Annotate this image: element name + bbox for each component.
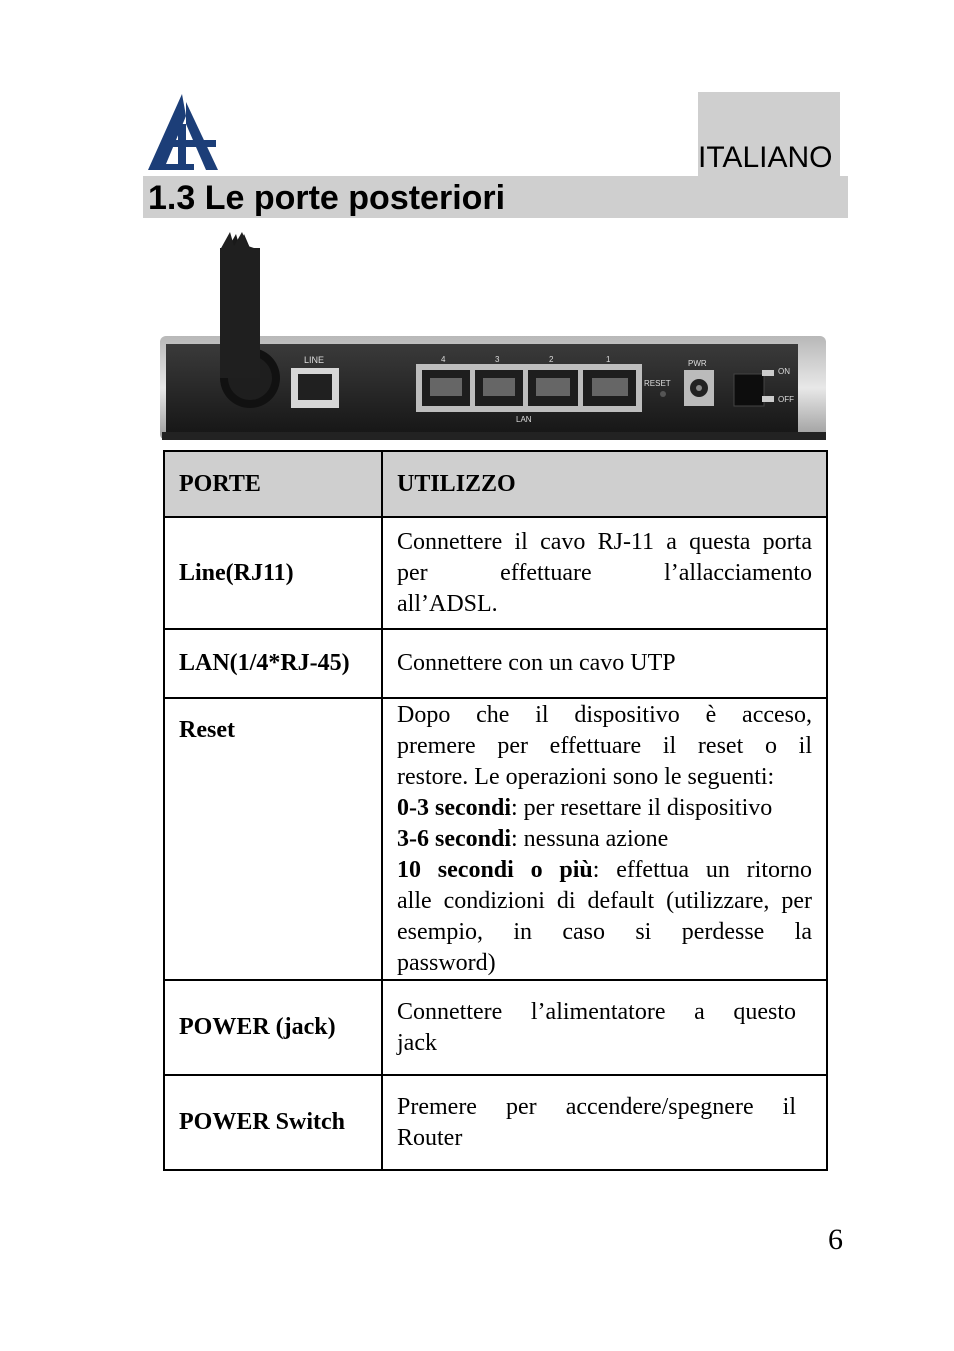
table-row bbox=[164, 517, 827, 629]
reset-label: RESET bbox=[644, 379, 671, 388]
port-usage: Premere per accendere/spegnere il Router bbox=[382, 1075, 827, 1170]
lan-port-number-1: 1 bbox=[606, 355, 611, 364]
port-usage: Connettere il cavo RJ-11 a questa porta per effettuare l’allacciamento all’ADSL. bbox=[382, 517, 827, 629]
pwr-label: PWR bbox=[688, 359, 707, 368]
on-label: ON bbox=[778, 367, 790, 376]
section-title: 1.3 Le porte posteriori bbox=[148, 179, 506, 217]
table-row bbox=[164, 1075, 827, 1170]
language-label: ITALIANO bbox=[698, 141, 833, 174]
port-usage: Dopo che il dispositivo è acceso, premere per effettuare il reset o il restore. Le operazioni sono le seguenti: 0-3 secondi: per resettare il dispositivo 3-6 secondi: nessuna azione 10 secondi o più: effettua un ritorno alle condizioni di default (utilizzare, per esempio, in caso si perdesse la password) bbox=[382, 698, 827, 980]
port-usage: Connettere con un cavo UTP bbox=[382, 629, 827, 698]
port-usage: Connettere l’alimentatore a questo jack bbox=[382, 980, 827, 1075]
line-port-label: LINE bbox=[304, 355, 325, 365]
port-name: Reset bbox=[164, 698, 382, 980]
port-name: LAN(1/4*RJ-45) bbox=[164, 629, 382, 698]
table-row bbox=[164, 629, 827, 698]
port-name: POWER (jack) bbox=[164, 980, 382, 1075]
lan-port-number-2: 2 bbox=[549, 355, 554, 364]
off-label: OFF bbox=[778, 395, 794, 404]
table-row bbox=[164, 980, 827, 1075]
table-header-row bbox=[164, 451, 827, 517]
port-name: POWER Switch bbox=[164, 1075, 382, 1170]
lan-port-number-3: 3 bbox=[495, 355, 500, 364]
header-porte: PORTE bbox=[164, 451, 382, 517]
router-rear-panel-image bbox=[158, 228, 828, 442]
atlantis-logo-icon bbox=[148, 94, 220, 170]
header-utilizzo: UTILIZZO bbox=[382, 451, 827, 517]
table-row bbox=[164, 698, 827, 980]
lan-port-number-4: 4 bbox=[441, 355, 446, 364]
lan-group-label: LAN bbox=[516, 415, 532, 424]
ports-table bbox=[163, 450, 828, 1171]
page-number: 6 bbox=[828, 1223, 843, 1256]
port-name: Line(RJ11) bbox=[164, 517, 382, 629]
